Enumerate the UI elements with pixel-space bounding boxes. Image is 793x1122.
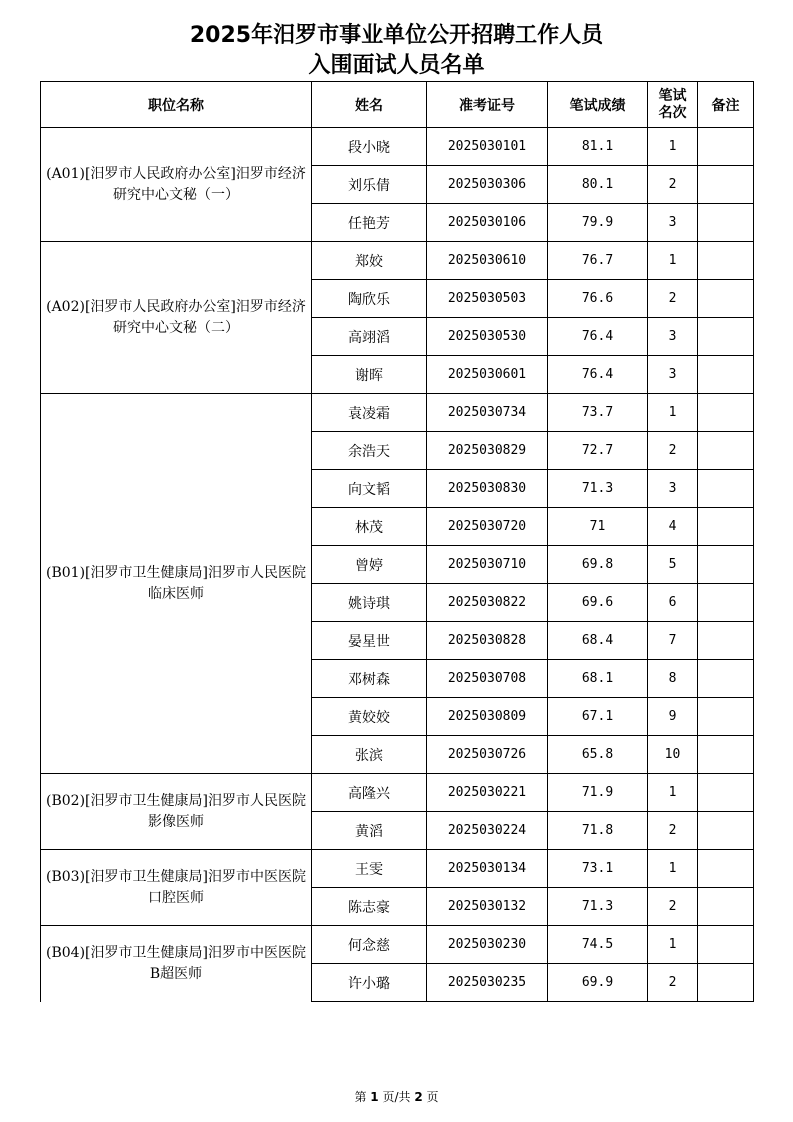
rank-cell: 1 — [648, 242, 698, 280]
candidate-name-cell: 高隆兴 — [312, 774, 427, 812]
candidate-name-cell: 刘乐倩 — [312, 166, 427, 204]
score-cell: 71.3 — [548, 470, 648, 508]
note-cell — [698, 850, 754, 888]
position-cell: (A01)[汨罗市人民政府办公室]汨罗市经济研究中心文秘（一） — [41, 128, 312, 242]
header-name: 姓名 — [312, 82, 427, 128]
candidate-name-cell: 黄姣姣 — [312, 698, 427, 736]
note-cell — [698, 622, 754, 660]
candidate-name-cell: 向文韬 — [312, 470, 427, 508]
exam-id-cell: 2025030809 — [427, 698, 548, 736]
table-header-row — [41, 82, 754, 128]
note-cell — [698, 508, 754, 546]
note-cell — [698, 318, 754, 356]
candidate-name-cell: 张滨 — [312, 736, 427, 774]
page-footer — [0, 1088, 793, 1105]
table-row — [41, 394, 754, 432]
rank-cell: 2 — [648, 812, 698, 850]
footer-middle: 页/共 — [382, 1090, 411, 1104]
score-cell: 73.7 — [548, 394, 648, 432]
score-cell: 65.8 — [548, 736, 648, 774]
candidate-table — [40, 81, 754, 1002]
note-cell — [698, 736, 754, 774]
table-row — [41, 850, 754, 888]
candidate-name-cell: 谢晖 — [312, 356, 427, 394]
rank-cell: 2 — [648, 166, 698, 204]
note-cell — [698, 470, 754, 508]
footer-suffix: 页 — [426, 1090, 439, 1104]
note-cell — [698, 546, 754, 584]
rank-cell: 3 — [648, 204, 698, 242]
score-cell: 69.8 — [548, 546, 648, 584]
exam-id-cell: 2025030503 — [427, 280, 548, 318]
rank-cell: 4 — [648, 508, 698, 546]
exam-id-cell: 2025030221 — [427, 774, 548, 812]
score-cell: 76.7 — [548, 242, 648, 280]
exam-id-cell: 2025030829 — [427, 432, 548, 470]
note-cell — [698, 584, 754, 622]
candidate-name-cell: 黄滔 — [312, 812, 427, 850]
exam-id-cell: 2025030224 — [427, 812, 548, 850]
position-cell: (B01)[汨罗市卫生健康局]汨罗市人民医院临床医师 — [41, 394, 312, 774]
note-cell — [698, 242, 754, 280]
note-cell — [698, 432, 754, 470]
rank-cell: 2 — [648, 888, 698, 926]
note-cell — [698, 964, 754, 1002]
exam-id-cell: 2025030720 — [427, 508, 548, 546]
exam-id-cell: 2025030132 — [427, 888, 548, 926]
header-rank-line1: 笔试 — [658, 87, 687, 104]
note-cell — [698, 356, 754, 394]
candidate-name-cell: 姚诗琪 — [312, 584, 427, 622]
candidate-name-cell: 陶欣乐 — [312, 280, 427, 318]
score-cell: 71 — [548, 508, 648, 546]
rank-cell: 2 — [648, 280, 698, 318]
position-cell: (B03)[汨罗市卫生健康局]汨罗市中医医院口腔医师 — [41, 850, 312, 926]
exam-id-cell: 2025030101 — [427, 128, 548, 166]
footer-page-total: 2 — [414, 1090, 423, 1104]
document-title: 2025年汨罗市事业单位公开招聘工作人员 — [189, 23, 604, 48]
candidate-name-cell: 袁凌霜 — [312, 394, 427, 432]
header-position: 职位名称 — [41, 82, 312, 128]
exam-id-cell: 2025030106 — [427, 204, 548, 242]
candidate-name-cell: 王雯 — [312, 850, 427, 888]
note-cell — [698, 698, 754, 736]
candidate-name-cell: 余浩天 — [312, 432, 427, 470]
rank-cell: 2 — [648, 964, 698, 1002]
score-cell: 68.4 — [548, 622, 648, 660]
rank-cell: 10 — [648, 736, 698, 774]
candidate-name-cell: 陈志豪 — [312, 888, 427, 926]
score-cell: 76.4 — [548, 318, 648, 356]
score-cell: 71.9 — [548, 774, 648, 812]
exam-id-cell: 2025030822 — [427, 584, 548, 622]
exam-id-cell: 2025030610 — [427, 242, 548, 280]
position-cell: (B04)[汨罗市卫生健康局]汨罗市中医医院B超医师 — [41, 926, 312, 1002]
note-cell — [698, 204, 754, 242]
score-cell: 72.7 — [548, 432, 648, 470]
header-note: 备注 — [698, 82, 754, 128]
note-cell — [698, 774, 754, 812]
exam-id-cell: 2025030830 — [427, 470, 548, 508]
candidate-name-cell: 晏星世 — [312, 622, 427, 660]
candidate-name-cell: 高翊滔 — [312, 318, 427, 356]
exam-id-cell: 2025030734 — [427, 394, 548, 432]
score-cell: 81.1 — [548, 128, 648, 166]
exam-id-cell: 2025030828 — [427, 622, 548, 660]
rank-cell: 1 — [648, 926, 698, 964]
exam-id-cell: 2025030708 — [427, 660, 548, 698]
score-cell: 73.1 — [548, 850, 648, 888]
candidate-name-cell: 邓树森 — [312, 660, 427, 698]
position-cell: (A02)[汨罗市人民政府办公室]汨罗市经济研究中心文秘（二） — [41, 242, 312, 394]
rank-cell: 1 — [648, 128, 698, 166]
note-cell — [698, 888, 754, 926]
exam-id-cell: 2025030230 — [427, 926, 548, 964]
score-cell: 67.1 — [548, 698, 648, 736]
rank-cell: 1 — [648, 394, 698, 432]
candidate-name-cell: 何念慈 — [312, 926, 427, 964]
exam-id-cell: 2025030306 — [427, 166, 548, 204]
rank-cell: 1 — [648, 850, 698, 888]
note-cell — [698, 394, 754, 432]
rank-cell: 5 — [648, 546, 698, 584]
rank-cell: 7 — [648, 622, 698, 660]
table-row — [41, 926, 754, 964]
exam-id-cell: 2025030235 — [427, 964, 548, 1002]
header-exam-id: 准考证号 — [427, 82, 548, 128]
exam-id-cell: 2025030601 — [427, 356, 548, 394]
footer-prefix: 第 — [354, 1090, 367, 1104]
note-cell — [698, 812, 754, 850]
score-cell: 79.9 — [548, 204, 648, 242]
rank-cell: 8 — [648, 660, 698, 698]
candidate-name-cell: 曾婷 — [312, 546, 427, 584]
table-row — [41, 242, 754, 280]
exam-id-cell: 2025030726 — [427, 736, 548, 774]
rank-cell: 3 — [648, 318, 698, 356]
candidate-name-cell: 任艳芳 — [312, 204, 427, 242]
score-cell: 76.6 — [548, 280, 648, 318]
score-cell: 69.6 — [548, 584, 648, 622]
exam-id-cell: 2025030710 — [427, 546, 548, 584]
score-cell: 76.4 — [548, 356, 648, 394]
score-cell: 80.1 — [548, 166, 648, 204]
candidate-name-cell: 郑姣 — [312, 242, 427, 280]
rank-cell: 6 — [648, 584, 698, 622]
candidate-name-cell: 许小璐 — [312, 964, 427, 1002]
table-body — [41, 128, 754, 1002]
note-cell — [698, 926, 754, 964]
header-rank-line2: 名次 — [658, 104, 687, 121]
note-cell — [698, 128, 754, 166]
header-rank — [648, 82, 698, 128]
score-cell: 71.8 — [548, 812, 648, 850]
candidate-name-cell: 林茂 — [312, 508, 427, 546]
position-cell: (B02)[汨罗市卫生健康局]汨罗市人民医院影像医师 — [41, 774, 312, 850]
header-score: 笔试成绩 — [548, 82, 648, 128]
rank-cell: 2 — [648, 432, 698, 470]
rank-cell: 9 — [648, 698, 698, 736]
table-row — [41, 128, 754, 166]
score-cell: 74.5 — [548, 926, 648, 964]
note-cell — [698, 166, 754, 204]
rank-cell: 1 — [648, 774, 698, 812]
rank-cell: 3 — [648, 470, 698, 508]
note-cell — [698, 660, 754, 698]
candidate-name-cell: 段小晓 — [312, 128, 427, 166]
exam-id-cell: 2025030134 — [427, 850, 548, 888]
score-cell: 68.1 — [548, 660, 648, 698]
footer-page-number: 1 — [370, 1090, 379, 1104]
note-cell — [698, 280, 754, 318]
score-cell: 69.9 — [548, 964, 648, 1002]
score-cell: 71.3 — [548, 888, 648, 926]
document-subtitle: 入围面试人员名单 — [308, 53, 485, 78]
rank-cell: 3 — [648, 356, 698, 394]
table-row — [41, 774, 754, 812]
exam-id-cell: 2025030530 — [427, 318, 548, 356]
